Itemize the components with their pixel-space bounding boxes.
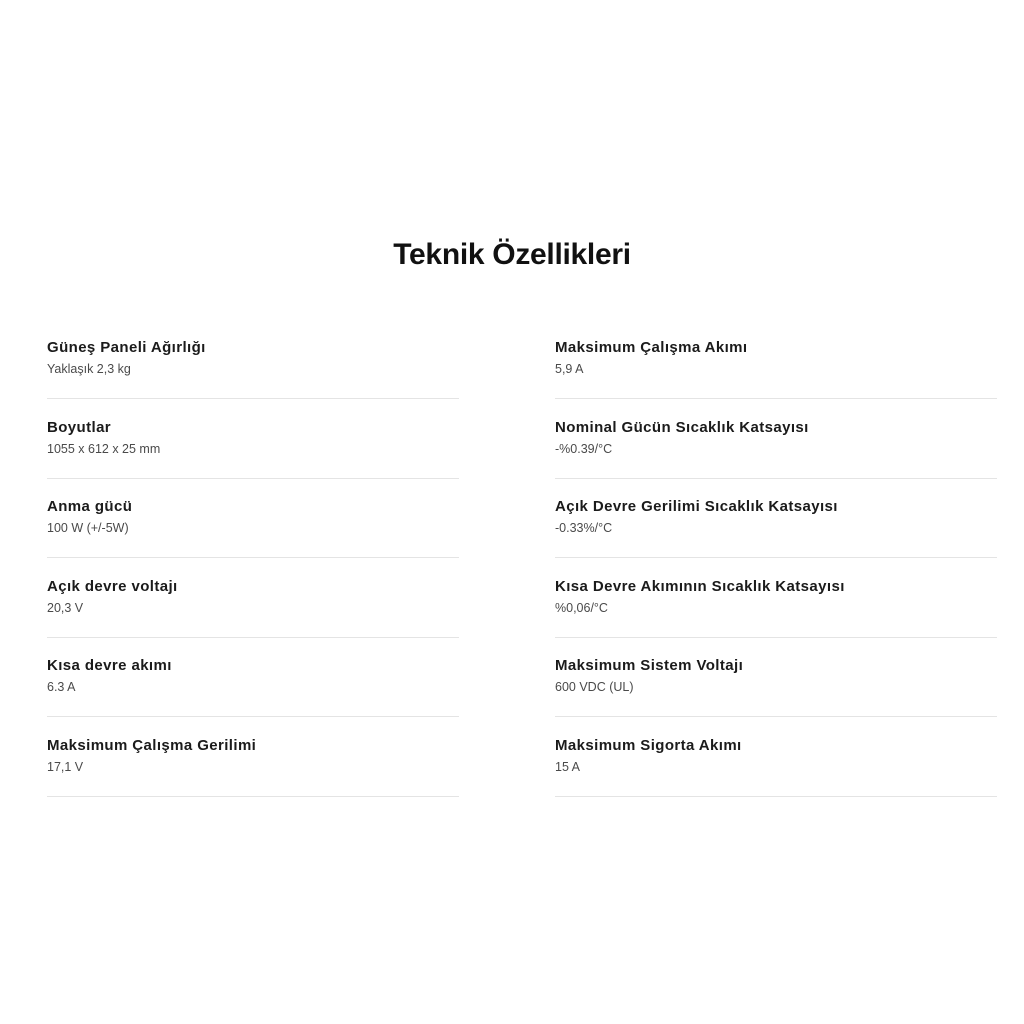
- spec-item-short-circuit-current: [47, 638, 459, 717]
- spec-item-max-fuse-current: [555, 718, 997, 797]
- spec-value: -0.33%/°C: [555, 521, 613, 535]
- spec-value: 17,1 V: [47, 759, 84, 774]
- spec-value: 1055 x 612 x 25 mm: [47, 441, 161, 456]
- spec-value: %0,06/°C: [555, 600, 608, 615]
- spec-value: 5,9 A: [555, 362, 584, 376]
- spec-label: Boyutlar: [47, 418, 112, 436]
- spec-item-rated-power: [47, 479, 459, 558]
- spec-label: Maksimum Sigorta Akımı: [555, 736, 742, 754]
- page-title: Teknik Özellikleri: [393, 238, 631, 271]
- spec-item-dimensions: [47, 400, 459, 479]
- spec-label: Anma gücü: [47, 498, 133, 515]
- spec-label: Nominal Gücün Sıcaklık Katsayısı: [555, 418, 809, 436]
- spec-label: Açık Devre Gerilimi Sıcaklık Katsayısı: [555, 498, 838, 515]
- spec-item-max-operating-voltage: [47, 718, 459, 797]
- spec-item-panel-weight: [47, 320, 459, 399]
- spec-item-max-operating-current: [555, 320, 997, 399]
- spec-item-power-temp-coefficient: [555, 400, 997, 479]
- spec-value: 20,3 V: [47, 600, 84, 615]
- spec-item-current-temp-coefficient: [555, 559, 997, 638]
- spec-column-left: [47, 320, 459, 797]
- spec-value: 6.3 A: [47, 680, 76, 694]
- spec-value: 100 W (+/-5W): [47, 521, 129, 535]
- spec-value: Yaklaşık 2,3 kg: [47, 362, 131, 376]
- spec-item-open-circuit-voltage: [47, 559, 459, 638]
- spec-value: 15 A: [555, 759, 581, 774]
- spec-value: 600 VDC (UL): [555, 680, 634, 694]
- spec-item-max-system-voltage: [555, 638, 997, 717]
- spec-label: Açık devre voltajı: [47, 577, 178, 595]
- spec-label: Maksimum Çalışma Gerilimi: [47, 736, 257, 754]
- spec-label: Kısa devre akımı: [47, 657, 172, 674]
- spec-label: Maksimum Sistem Voltajı: [555, 657, 744, 674]
- spec-label: Kısa Devre Akımının Sıcaklık Katsayısı: [555, 577, 845, 595]
- spec-value: -%0.39/°C: [555, 441, 613, 456]
- spec-label: Maksimum Çalışma Akımı: [555, 339, 748, 356]
- spec-label: Güneş Paneli Ağırlığı: [47, 339, 206, 356]
- spec-column-right: [555, 320, 997, 797]
- spec-item-voltage-temp-coefficient: [555, 479, 997, 558]
